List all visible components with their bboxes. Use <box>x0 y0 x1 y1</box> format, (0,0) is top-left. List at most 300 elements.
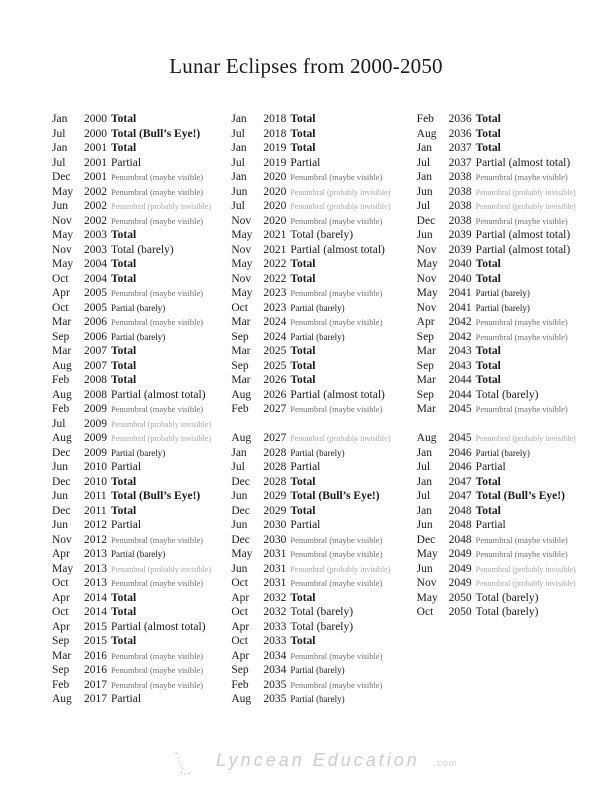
eclipse-month: Dec <box>52 171 71 183</box>
column-2000-2017 <box>52 112 231 707</box>
eclipse-year: 2030 <box>263 519 287 531</box>
eclipse-row <box>417 533 602 548</box>
eclipse-year: 2000 <box>84 127 107 140</box>
eclipse-row <box>52 330 231 345</box>
eclipse-row <box>231 127 416 142</box>
eclipse-month: Mar <box>416 403 436 415</box>
eclipse-month: Oct <box>231 606 248 618</box>
eclipse-row <box>52 243 231 258</box>
eclipse-year: 2038 <box>448 200 472 212</box>
eclipse-month: Feb <box>52 374 70 386</box>
eclipse-month: Sep <box>231 359 249 372</box>
eclipse-month: Apr <box>231 620 250 633</box>
eclipse-row <box>231 431 416 446</box>
eclipse-row <box>52 475 231 490</box>
eclipse-month: Dec <box>52 504 71 517</box>
eclipse-row <box>417 257 602 272</box>
eclipse-row <box>231 170 416 185</box>
eclipse-type: Penumbral (maybe visible) <box>290 172 383 182</box>
eclipse-month: Jul <box>52 417 66 430</box>
eclipse-row <box>52 373 231 388</box>
eclipse-year: 2017 <box>84 678 107 691</box>
eclipse-type: Total <box>475 475 501 488</box>
eclipse-year: 2004 <box>84 272 107 285</box>
eclipse-month: Jul <box>416 461 431 473</box>
eclipse-row <box>417 431 602 446</box>
eclipse-year: 2002 <box>84 200 107 212</box>
eclipse-month: Jan <box>416 446 433 459</box>
eclipse-year: 2028 <box>263 475 287 488</box>
eclipse-year: 2049 <box>448 562 472 575</box>
eclipse-type: Penumbral (maybe visible) <box>290 578 383 588</box>
eclipse-month: Dec <box>231 533 250 546</box>
eclipse-year: 2039 <box>448 243 472 256</box>
eclipse-month: Oct <box>231 635 248 647</box>
eclipse-year: 2041 <box>448 287 472 299</box>
eclipse-row <box>231 388 416 403</box>
eclipse-type: Penumbral (maybe visible) <box>111 404 204 414</box>
eclipse-type: Total <box>475 345 501 357</box>
eclipse-year: 2011 <box>84 504 107 517</box>
eclipse-row <box>417 214 602 229</box>
eclipse-row <box>417 301 602 316</box>
eclipse-month: Mar <box>416 345 436 357</box>
eclipse-row <box>52 605 231 620</box>
eclipse-year: 2009 <box>84 432 107 444</box>
eclipse-type: Penumbral (maybe visible) <box>290 549 383 559</box>
eclipse-type: Partial <box>111 156 142 169</box>
eclipse-row <box>417 359 602 374</box>
eclipse-month: May <box>52 229 74 241</box>
eclipse-row <box>52 214 231 229</box>
eclipse-type: Total (barely) <box>111 243 174 256</box>
eclipse-year: 2035 <box>263 693 287 705</box>
eclipse-row <box>231 678 416 693</box>
eclipse-type: Penumbral (probably invisible) <box>111 434 211 443</box>
eclipse-row <box>52 344 231 359</box>
eclipse-type: Total <box>111 229 137 241</box>
eclipse-year: 2039 <box>448 229 472 241</box>
eclipse-year: 2020 <box>263 171 287 183</box>
eclipse-type: Total (barely) <box>290 606 354 618</box>
eclipse-row <box>417 170 602 185</box>
eclipse-type: Partial (barely) <box>111 549 166 559</box>
eclipse-type: Total (barely) <box>475 388 539 401</box>
eclipse-year: 2048 <box>448 519 472 531</box>
footer-brand <box>168 750 457 780</box>
eclipse-type: Partial <box>111 461 142 473</box>
eclipse-year: 2040 <box>448 258 472 270</box>
eclipse-type: Total (barely) <box>290 229 354 241</box>
eclipse-type: Total <box>475 142 501 154</box>
eclipse-month: Jun <box>52 200 68 212</box>
eclipse-year: 2036 <box>448 113 472 125</box>
eclipse-year: 2047 <box>448 475 472 488</box>
eclipse-month: Jul <box>416 490 431 502</box>
eclipse-type: Partial (almost total) <box>111 388 206 401</box>
eclipse-type: Partial (barely) <box>290 302 345 313</box>
eclipse-month: Dec <box>416 533 436 546</box>
eclipse-type: Penumbral (maybe visible) <box>475 331 568 342</box>
eclipse-year: 2024 <box>263 316 287 328</box>
eclipse-row <box>231 112 416 127</box>
eclipse-row <box>417 562 602 577</box>
eclipse-type: Total <box>111 504 137 517</box>
eclipse-year: 2040 <box>448 272 472 285</box>
eclipse-year: 2010 <box>84 475 107 488</box>
eclipse-month: May <box>52 185 74 198</box>
eclipse-year: 2048 <box>448 533 472 546</box>
eclipse-row <box>52 692 231 707</box>
eclipse-row <box>52 489 231 504</box>
eclipse-row <box>52 649 231 664</box>
eclipse-row <box>231 315 416 330</box>
eclipse-type: Total <box>111 374 137 386</box>
eclipse-month: Jul <box>231 127 245 140</box>
eclipse-year: 2011 <box>84 490 107 502</box>
eclipse-row <box>417 156 602 171</box>
eclipse-row <box>52 301 231 316</box>
eclipse-type: Total <box>475 504 501 517</box>
eclipse-type: Total <box>111 359 137 372</box>
eclipse-year: 2012 <box>84 519 107 531</box>
eclipse-month: Nov <box>416 272 437 285</box>
eclipse-row <box>52 417 231 432</box>
eclipse-year: 2016 <box>84 664 107 676</box>
eclipse-row <box>417 576 602 591</box>
eclipse-month: Jan <box>416 475 433 488</box>
eclipse-year: 2041 <box>448 301 472 314</box>
eclipse-year: 2027 <box>263 432 287 444</box>
eclipse-year: 2026 <box>263 388 287 401</box>
eclipse-row <box>52 228 231 243</box>
eclipse-row <box>52 402 231 417</box>
eclipse-row <box>417 605 602 620</box>
eclipse-month: May <box>52 258 74 270</box>
eclipse-type: Partial (barely) <box>290 694 345 704</box>
eclipse-year: 2012 <box>84 533 107 546</box>
eclipse-type: Penumbral (maybe visible) <box>290 650 383 661</box>
eclipse-row <box>231 344 416 359</box>
eclipse-year: 2038 <box>448 171 472 183</box>
eclipse-month: Jun <box>52 490 68 502</box>
eclipse-row <box>52 620 231 635</box>
eclipse-month: Aug <box>231 388 252 401</box>
eclipse-year: 2036 <box>448 127 472 140</box>
eclipse-year: 2008 <box>84 374 107 386</box>
eclipse-row <box>231 228 416 243</box>
eclipse-row <box>52 388 231 403</box>
eclipse-month: Oct <box>52 272 69 285</box>
eclipse-month: Oct <box>52 577 69 589</box>
eclipse-year: 2044 <box>448 374 472 386</box>
eclipse-month: Nov <box>52 243 72 256</box>
eclipse-month: Jul <box>416 200 431 212</box>
column-2036-2050 <box>417 112 602 707</box>
eclipse-month: Aug <box>52 388 72 401</box>
eclipse-type: Penumbral (maybe visible) <box>290 215 383 226</box>
eclipse-month: Nov <box>52 533 72 546</box>
eclipse-month: Oct <box>231 301 248 314</box>
eclipse-type: Partial (barely) <box>475 447 530 458</box>
eclipse-type: Penumbral (probably invisible) <box>475 579 576 588</box>
eclipse-type: Partial (almost total) <box>475 229 571 241</box>
eclipse-type: Total (barely) <box>475 606 539 618</box>
eclipse-year: 2042 <box>448 330 472 343</box>
eclipse-year: 2046 <box>448 461 472 473</box>
eclipse-year: 2020 <box>263 200 287 212</box>
eclipse-year: 2032 <box>263 591 287 604</box>
eclipse-type: Penumbral (maybe visible) <box>290 317 383 327</box>
eclipse-row <box>417 518 602 533</box>
eclipse-type: Penumbral (maybe visible) <box>111 650 204 661</box>
eclipse-year: 2045 <box>448 403 472 415</box>
eclipse-month: Apr <box>52 548 70 560</box>
eclipse-year: 2020 <box>263 214 287 227</box>
eclipse-row <box>52 170 231 185</box>
eclipse-type: Penumbral (probably invisible) <box>475 564 576 574</box>
eclipse-type: Total <box>475 272 501 285</box>
eclipse-month: Mar <box>231 345 251 357</box>
eclipse-month: Mar <box>52 649 72 662</box>
eclipse-type: Total <box>290 272 316 285</box>
eclipse-month: Jun <box>231 490 248 502</box>
eclipse-type: Penumbral (probably invisible) <box>111 564 211 574</box>
eclipse-year: 2038 <box>448 185 472 198</box>
eclipse-month: Feb <box>231 678 249 691</box>
eclipse-year: 2031 <box>263 548 287 560</box>
eclipse-year: 2049 <box>448 577 472 589</box>
eclipse-month: Mar <box>416 374 436 386</box>
eclipse-month: Feb <box>52 403 70 415</box>
eclipse-row <box>52 518 231 533</box>
eclipse-month: Sep <box>231 330 249 343</box>
eclipse-row <box>231 518 416 533</box>
eclipse-year: 2009 <box>84 403 107 415</box>
eclipse-row <box>231 576 416 591</box>
eclipse-month: Oct <box>231 577 248 589</box>
eclipse-month: May <box>231 287 253 299</box>
eclipse-row <box>52 460 231 475</box>
eclipse-year: 2049 <box>448 548 472 560</box>
eclipse-month: Oct <box>52 606 69 618</box>
eclipse-year: 2001 <box>84 142 107 154</box>
eclipse-row <box>52 112 231 127</box>
eclipse-row <box>231 286 416 301</box>
footer-brand-text: Lyncean Education <box>216 750 420 770</box>
eclipse-year: 2035 <box>263 678 287 691</box>
eclipse-row <box>231 504 416 519</box>
eclipse-type: Partial (barely) <box>111 331 166 342</box>
eclipse-type: Total <box>475 359 501 372</box>
eclipse-type: Total <box>111 591 137 604</box>
eclipse-month: Jan <box>416 504 433 517</box>
eclipse-month: Jan <box>52 142 68 154</box>
eclipse-row <box>417 547 602 562</box>
eclipse-year: 2015 <box>84 635 107 647</box>
eclipse-row <box>417 591 602 606</box>
eclipse-row <box>52 591 231 606</box>
eclipse-type: Partial <box>475 519 506 531</box>
row-gap <box>417 417 602 432</box>
eclipse-row <box>231 547 416 562</box>
eclipse-type: Total <box>290 475 316 488</box>
eclipse-row <box>52 199 231 214</box>
eclipse-month: Jun <box>416 185 433 198</box>
eclipse-year: 2005 <box>84 301 107 314</box>
eclipse-month: Aug <box>231 432 252 444</box>
eclipse-year: 2050 <box>448 606 472 618</box>
eclipse-month: Nov <box>231 272 252 285</box>
eclipse-type: Partial <box>290 519 321 531</box>
eclipse-type: Partial <box>111 693 142 705</box>
eclipse-row <box>52 141 231 156</box>
eclipse-month: Feb <box>52 678 70 691</box>
eclipse-year: 2002 <box>84 185 107 198</box>
eclipse-year: 2033 <box>263 635 287 647</box>
eclipse-year: 2033 <box>263 620 287 633</box>
eclipse-row <box>231 634 416 649</box>
eclipse-month: Nov <box>231 214 252 227</box>
eclipse-month: Aug <box>52 359 72 372</box>
eclipse-year: 2013 <box>84 562 107 575</box>
eclipse-month: Apr <box>231 591 250 604</box>
eclipse-row <box>52 272 231 287</box>
eclipse-row <box>231 663 416 678</box>
eclipse-row <box>231 156 416 171</box>
eclipse-type: Partial <box>290 156 321 169</box>
eclipse-row <box>231 692 416 707</box>
eclipse-month: Mar <box>52 345 72 357</box>
eclipse-year: 2018 <box>263 127 287 140</box>
eclipse-type: Penumbral (maybe visible) <box>290 534 383 545</box>
eclipse-row <box>52 185 231 200</box>
eclipse-row <box>231 649 416 664</box>
eclipse-row <box>417 504 602 519</box>
eclipse-year: 2010 <box>84 461 107 473</box>
eclipse-year: 2018 <box>263 113 287 125</box>
eclipse-row <box>417 199 602 214</box>
eclipse-year: 2034 <box>263 664 287 676</box>
eclipse-year: 2047 <box>448 490 472 502</box>
eclipse-row <box>231 489 416 504</box>
eclipse-year: 2027 <box>263 403 287 415</box>
eclipse-year: 2003 <box>84 243 107 256</box>
eclipse-row <box>52 504 231 519</box>
eclipse-month: Jun <box>416 229 433 241</box>
eclipse-month: Jul <box>231 156 245 169</box>
eclipse-type: Total <box>290 345 316 357</box>
eclipse-type: Total <box>111 113 137 125</box>
eclipse-type: Total <box>111 272 137 285</box>
eclipse-type: Total <box>290 635 316 647</box>
eclipse-type: Total <box>290 359 316 372</box>
eclipse-month: Jun <box>231 562 248 575</box>
lyncean-sketch-logo-icon <box>168 750 202 780</box>
eclipse-month: Aug <box>231 693 252 705</box>
eclipse-month: Jun <box>52 519 68 531</box>
eclipse-month: Mar <box>231 374 251 386</box>
eclipse-year: 2021 <box>263 229 287 241</box>
eclipse-month: Sep <box>52 330 70 343</box>
eclipse-type: Total (Bull’s Eye!) <box>290 490 380 502</box>
eclipse-type: Penumbral (probably invisible) <box>111 202 211 211</box>
eclipse-row <box>417 112 602 127</box>
eclipse-row <box>417 475 602 490</box>
eclipse-row <box>231 243 416 258</box>
eclipse-year: 2001 <box>84 171 107 183</box>
eclipse-row <box>417 460 602 475</box>
eclipse-year: 2006 <box>84 316 107 328</box>
eclipse-year: 2000 <box>84 113 107 125</box>
eclipse-year: 2022 <box>263 272 287 285</box>
eclipse-month: May <box>416 591 438 604</box>
eclipse-year: 2007 <box>84 359 107 372</box>
eclipse-month: Apr <box>231 649 250 662</box>
eclipse-month: May <box>231 548 253 560</box>
eclipse-row <box>231 446 416 461</box>
eclipse-month: Jun <box>416 562 433 575</box>
eclipse-year: 2014 <box>84 591 107 604</box>
eclipse-month: Jan <box>52 113 68 125</box>
eclipse-type: Penumbral (maybe visible) <box>111 288 204 298</box>
eclipse-row <box>52 634 231 649</box>
eclipse-month: Jan <box>416 142 433 154</box>
eclipse-type: Total <box>475 258 501 270</box>
column-2018-2035 <box>231 112 416 707</box>
eclipse-type: Partial (almost total) <box>475 156 571 169</box>
eclipse-type: Penumbral (maybe visible) <box>111 679 204 690</box>
eclipse-type: Penumbral (maybe visible) <box>475 534 568 545</box>
eclipse-month: Aug <box>52 693 72 705</box>
eclipse-month: Nov <box>416 301 437 314</box>
eclipse-row <box>52 286 231 301</box>
eclipse-type: Penumbral (probably invisible) <box>290 434 391 443</box>
eclipse-row <box>417 489 602 504</box>
eclipse-row <box>231 199 416 214</box>
eclipse-type: Penumbral (maybe visible) <box>475 215 568 226</box>
eclipse-type: Total <box>475 113 501 125</box>
eclipse-type: Partial (almost total) <box>475 243 571 256</box>
eclipse-type: Penumbral (maybe visible) <box>290 288 383 298</box>
eclipse-month: Sep <box>52 664 70 676</box>
eclipse-year: 2037 <box>448 156 472 169</box>
eclipse-type: Penumbral (maybe visible) <box>475 404 568 414</box>
eclipse-row <box>417 286 602 301</box>
eclipse-type: Penumbral (probably invisible) <box>290 564 391 574</box>
eclipse-row <box>231 460 416 475</box>
eclipse-month: Dec <box>231 475 250 488</box>
eclipse-year: 2034 <box>263 649 287 662</box>
eclipse-type: Total (Bull’s Eye!) <box>111 490 201 502</box>
eclipse-row <box>52 547 231 562</box>
eclipse-month: Dec <box>231 504 250 517</box>
eclipse-row <box>231 141 416 156</box>
eclipse-month: Sep <box>416 359 434 372</box>
eclipse-type: Partial (barely) <box>111 302 166 313</box>
eclipse-row <box>231 562 416 577</box>
eclipse-year: 2023 <box>263 301 287 314</box>
eclipse-type: Total <box>111 635 137 647</box>
eclipse-year: 2019 <box>263 142 287 154</box>
eclipse-row <box>231 402 416 417</box>
eclipse-type: Penumbral (maybe visible) <box>111 534 204 545</box>
eclipse-type: Total <box>111 258 137 270</box>
eclipse-type: Penumbral (maybe visible) <box>475 172 568 182</box>
eclipse-year: 2020 <box>263 185 287 198</box>
eclipse-year: 2043 <box>448 359 472 372</box>
eclipse-month: Sep <box>231 664 249 676</box>
